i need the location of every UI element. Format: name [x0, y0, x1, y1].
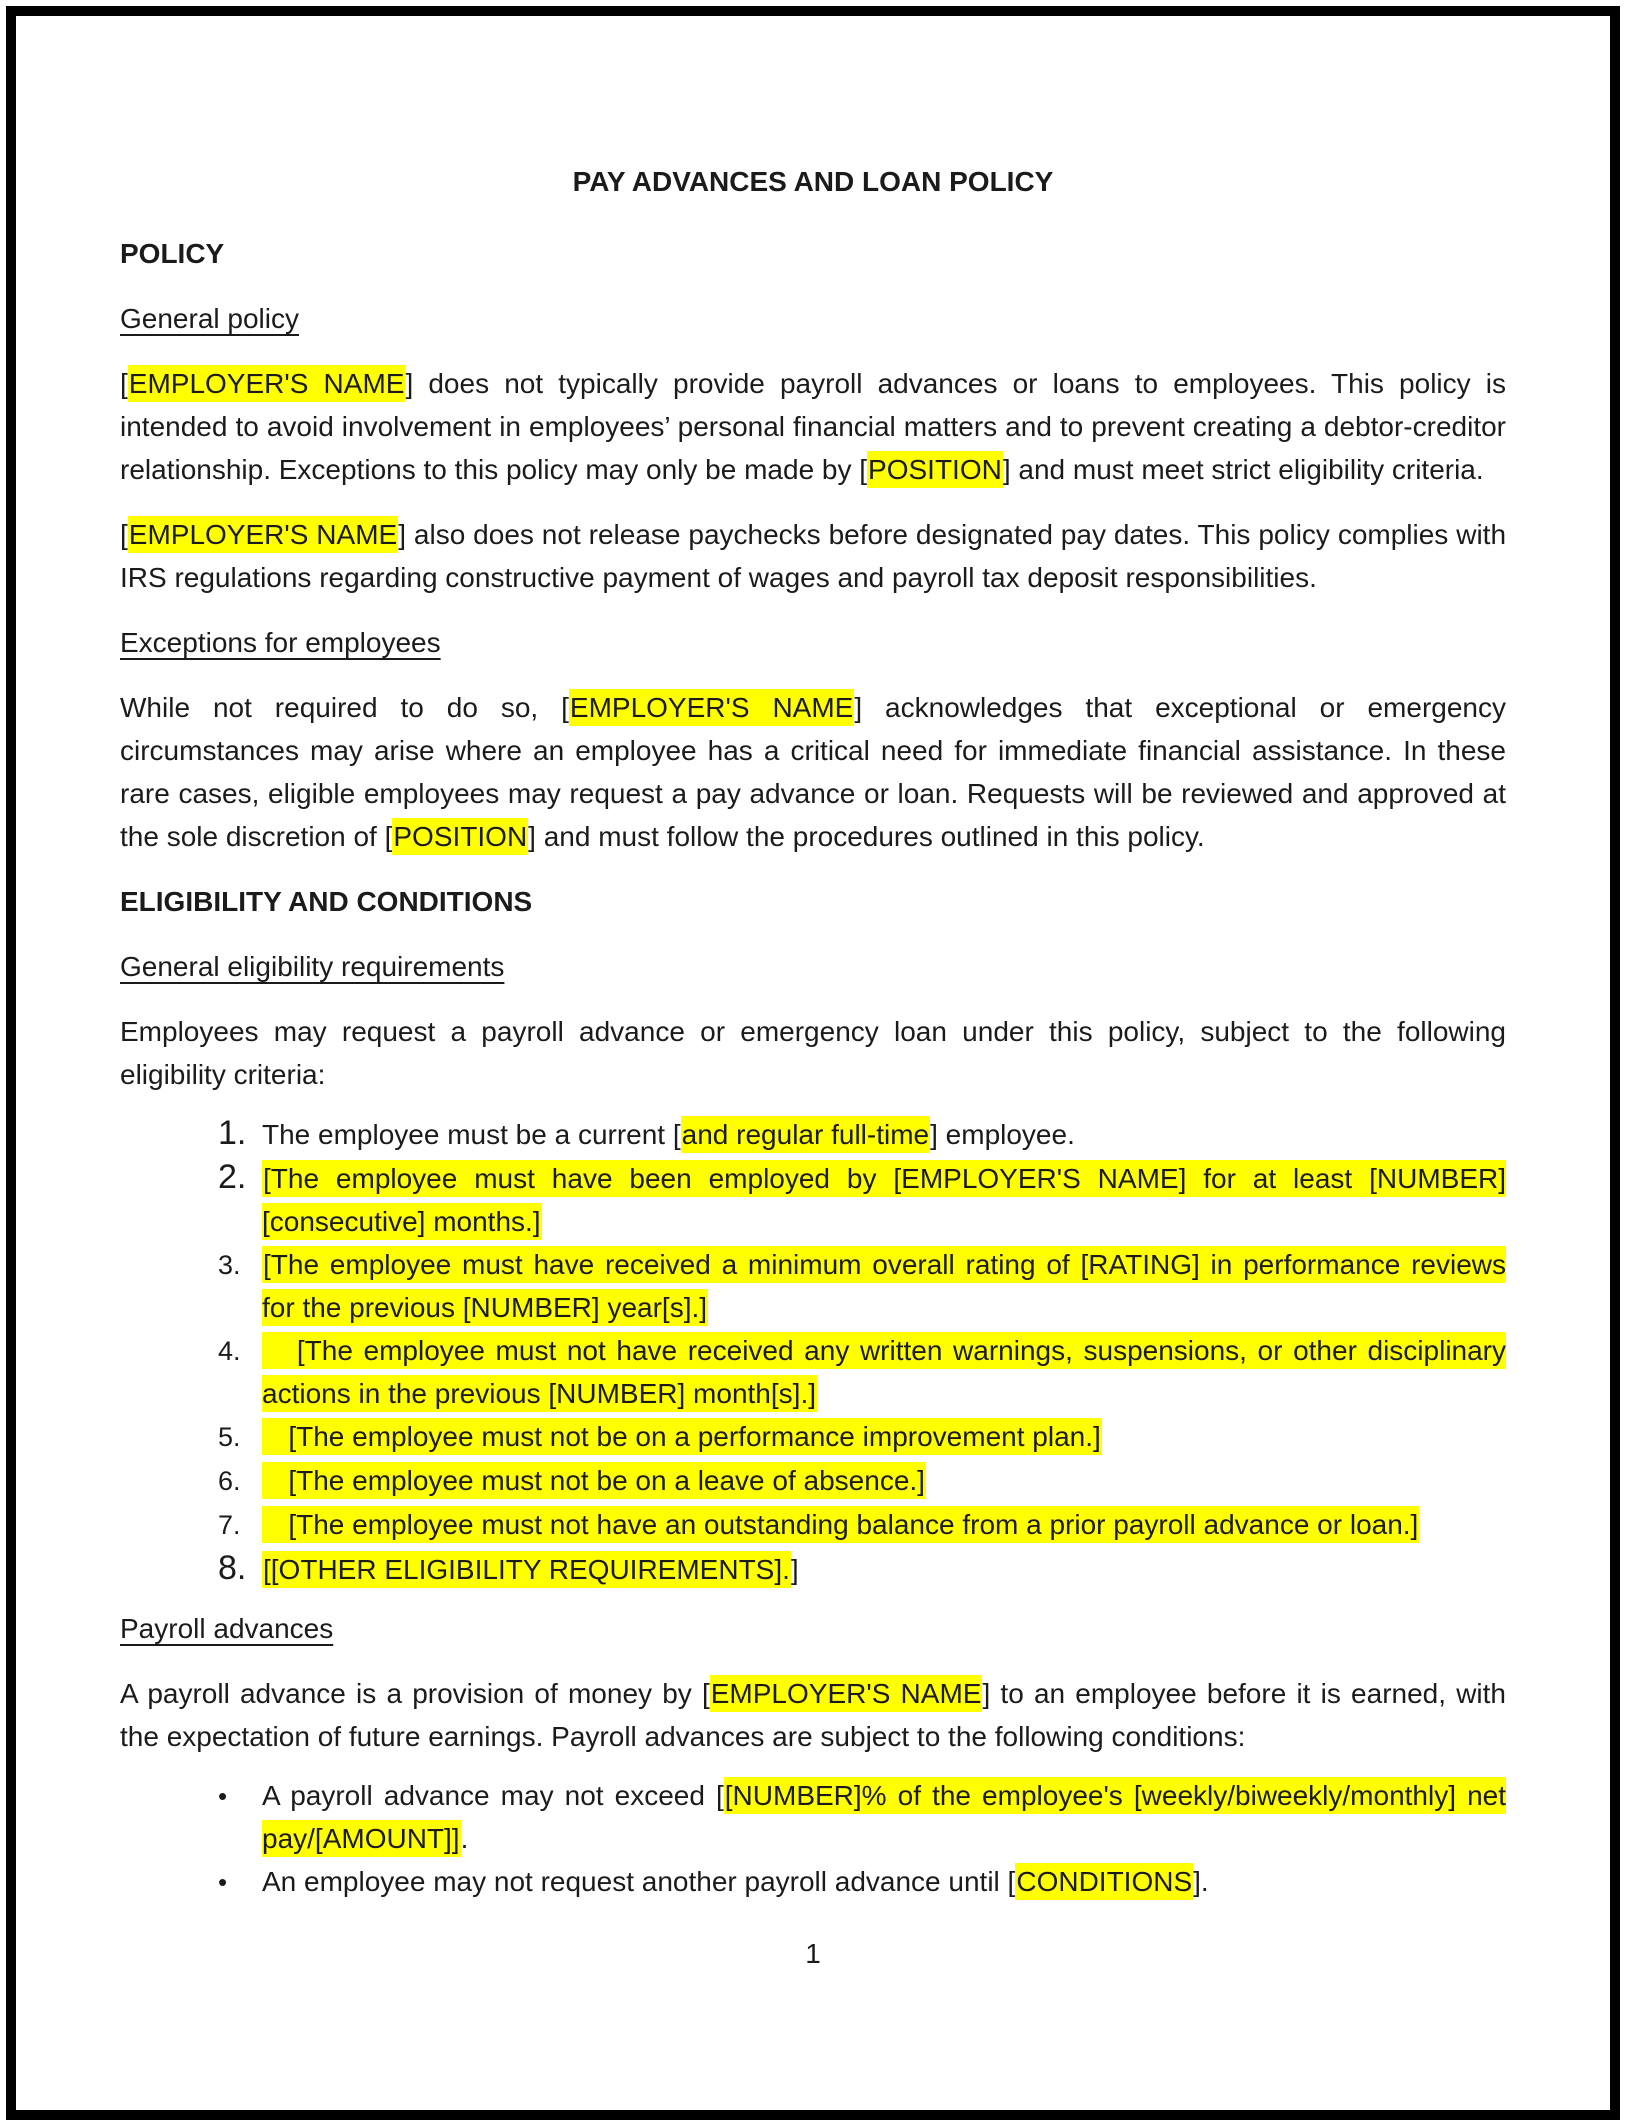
list-marker: 8. [218, 1549, 247, 1587]
paragraph-payroll-advances: A payroll advance is a provision of money by [EMPLOYER'S NAME] to an employee before it is earned, with the expectation of future earnings. Payroll advances are subject to the following conditions: [120, 1672, 1506, 1758]
list-item-text: [The employee must have received a minimum overall rating of [RATING] in performance reviews for the previous [NUMBER] year[s].] [262, 1243, 1506, 1329]
list-marker: 1. [218, 1114, 247, 1152]
list-item [120, 1459, 1506, 1503]
heading-policy: POLICY [120, 238, 225, 269]
bullet-item [120, 1774, 1506, 1860]
list-marker: 7. [218, 1510, 241, 1540]
list-marker: 4. [218, 1336, 241, 1366]
list-item-text: [The employee must not be on a leave of absence.] [262, 1459, 1506, 1502]
list-item-text: [The employee must not be on a performance improvement plan.] [262, 1415, 1506, 1458]
heading-general-policy: General policy [120, 303, 299, 334]
list-item-text: [The employee must have been employed by [EMPLOYER'S NAME] for at least [NUMBER] [consecutive] months.] [262, 1157, 1506, 1243]
document-title: PAY ADVANCES AND LOAN POLICY [572, 166, 1054, 197]
list-item-text: The employee must be a current [and regular full-time] employee. [262, 1113, 1506, 1156]
list-marker: 6. [218, 1466, 241, 1496]
paragraph-general-policy-2: [EMPLOYER'S NAME] also does not release paychecks before designated pay dates. This policy complies with IRS regulations regarding constructive payment of wages and payroll tax deposit responsibilities. [120, 513, 1506, 599]
list-item [120, 1329, 1506, 1415]
list-marker: 3. [218, 1250, 241, 1280]
heading-eligibility-and-conditions: ELIGIBILITY AND CONDITIONS [120, 886, 533, 917]
page-content [16, 16, 1610, 2110]
list-item-text: [The employee must not have received any written warnings, suspensions, or other disciplinary actions in the previous [NUMBER] month[s].] [262, 1329, 1506, 1415]
list-item [120, 1415, 1506, 1459]
list-item [120, 1243, 1506, 1329]
bullet-item-text: A payroll advance may not exceed [[NUMBER]% of the employee's [weekly/biweekly/monthly] net pay/[AMOUNT]]. [262, 1774, 1506, 1860]
heading-exceptions: Exceptions for employees [120, 627, 441, 658]
list-item [120, 1503, 1506, 1547]
bullet-icon: • [218, 1781, 228, 1811]
page-number: 1 [805, 1938, 821, 1969]
bullet-item [120, 1860, 1506, 1904]
paragraph-exceptions: While not required to do so, [EMPLOYER'S NAME] acknowledges that exceptional or emergency circumstances may arise where an employee has a critical need for immediate financial assistance. In these rare cases, eligible employees may request a pay advance or loan. Requests will be reviewed and approved at the sole discretion of [POSITION] and must follow the procedures outlined in this policy. [120, 686, 1506, 858]
payroll-advance-bullet-list [120, 1774, 1506, 1904]
bullet-icon: • [218, 1867, 228, 1897]
list-marker: 2. [218, 1158, 247, 1196]
list-item-text: [The employee must not have an outstanding balance from a prior payroll advance or loan.] [262, 1503, 1506, 1546]
list-item [120, 1547, 1506, 1591]
bullet-item-text: An employee may not request another payroll advance until [CONDITIONS]. [262, 1860, 1506, 1903]
list-item [120, 1112, 1506, 1156]
list-item [120, 1156, 1506, 1243]
heading-payroll-advances: Payroll advances [120, 1613, 334, 1644]
paragraph-general-policy-1: [EMPLOYER'S NAME] does not typically provide payroll advances or loans to employees. This policy is intended to avoid involvement in employees’ personal financial matters and to prevent creating a debtor-creditor relationship. Exceptions to this policy may only be made by [POSITION] and must meet strict eligibility criteria. [120, 362, 1506, 491]
list-item-text: [[OTHER ELIGIBILITY REQUIREMENTS].] [262, 1548, 1506, 1591]
list-marker: 5. [218, 1422, 241, 1452]
eligibility-numbered-list [120, 1112, 1506, 1591]
heading-general-eligibility: General eligibility requirements [120, 951, 505, 982]
paragraph-eligibility-intro: Employees may request a payroll advance or emergency loan under this policy, subject to the following eligibility criteria: [120, 1016, 1506, 1090]
